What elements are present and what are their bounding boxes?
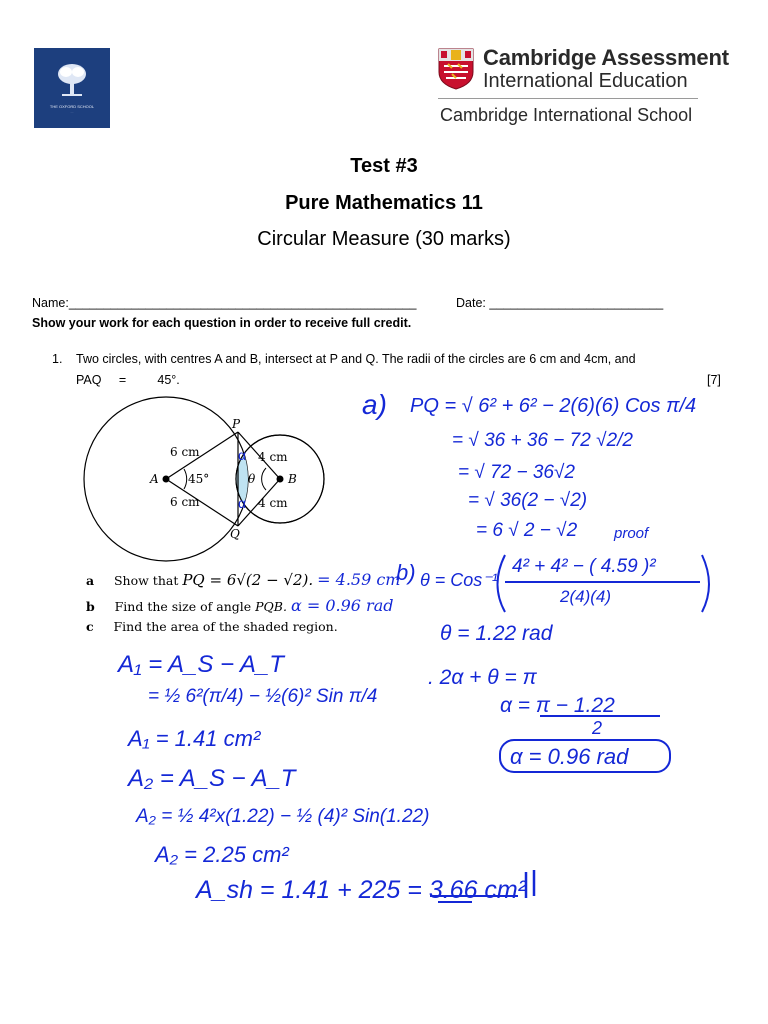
hw-part-b-answer: α = 0.96 rad [290, 596, 394, 615]
part-a-math: PQ = 6√(2 − √2). [182, 571, 314, 589]
hw-a-line1: PQ = √ 6² + 6² − 2(6)(6) Cos π/4 [410, 395, 697, 417]
school-logo-motto: ··· [70, 110, 74, 114]
date-label: Date: [456, 296, 486, 310]
name-field[interactable] [32, 296, 416, 310]
circles-diagram [80, 390, 340, 570]
hw-b-line4: α = π − 1.22 [500, 694, 615, 717]
label-q: Q [230, 527, 240, 541]
point-b [277, 476, 284, 483]
date-blank: _________________________ [489, 296, 664, 310]
hw-alpha-bottom: α [238, 495, 247, 511]
date-field[interactable] [456, 296, 663, 310]
part-b-label: b [86, 599, 95, 614]
hw-c-line6: A₂ = 2.25 cm² [155, 842, 289, 867]
hw-a-line5: = 6 √ 2 − √2 [476, 520, 578, 541]
angle-a-arc [184, 469, 187, 489]
hw-c-line4: A₂ = A_S − A_T [128, 765, 296, 792]
hw-b-label: b) [396, 560, 416, 585]
hw-b-numerator: 4² + 4² − ( 4.59 )² [512, 556, 656, 577]
school-logo [34, 48, 110, 128]
school-logo-text: THE OXFORD SCHOOL [49, 104, 95, 109]
angle-b-arc [262, 468, 266, 490]
hw-a-line3: = √ 72 − 36√2 [458, 462, 575, 483]
hw-a-proof: proof [614, 525, 649, 542]
hw-b-line2: θ = 1.22 rad [440, 622, 553, 645]
name-label: Name: [32, 296, 69, 310]
hw-b-line1: θ = Cos⁻¹ [420, 570, 498, 590]
hw-a-line2: = √ 36 + 36 − 72 √2/2 [452, 430, 633, 451]
instructions: Show your work for each question in order to receive full credit. [32, 316, 412, 330]
part-a [86, 570, 400, 589]
label-angle: 45° [188, 472, 210, 486]
cambridge-subtitle: International Education [483, 70, 688, 92]
part-b-text: Find the size of angle [114, 599, 256, 614]
cambridge-crest-icon [438, 48, 474, 90]
label-theta: θ [248, 472, 256, 486]
hw-a-line4: = √ 36(2 − √2) [468, 490, 588, 511]
part-c-label: c [86, 619, 94, 634]
course-title: Pure Mathematics 11 [285, 192, 483, 214]
label-r1-top: 6 cm [170, 445, 200, 459]
question-number: 1. [52, 352, 63, 366]
part-b-math: PQB. [255, 599, 287, 614]
hw-c-line2: = ½ 6²(π/4) − ½(6)² Sin π/4 [148, 686, 378, 707]
part-a-text: Show that [113, 573, 183, 588]
cambridge-title: Cambridge Assessment [483, 45, 729, 70]
question-text: Two circles, with centres A and B, intersect at P and Q. The radii of the circles are 6 cm and 4cm, and [76, 352, 636, 366]
label-a: A [150, 472, 159, 486]
hw-b-line4-denominator: 2 [592, 718, 603, 738]
label-b: B [288, 472, 297, 486]
part-c-text: Find the area of the shaded region. [113, 619, 338, 634]
hw-c-line5: A₂ = ½ 4²x(1.22) − ½ (4)² Sin(1.22) [136, 806, 430, 827]
label-r2-top: 4 cm [258, 450, 288, 464]
test-title: Test #3 [350, 155, 418, 177]
hw-alpha-top: α [238, 447, 247, 463]
part-c [86, 619, 338, 634]
part-a-label: a [86, 573, 95, 588]
label-r2-bottom: 4 cm [258, 496, 288, 510]
hw-b-line3: . 2α + θ = π [428, 666, 537, 689]
question-marks: [7] [707, 373, 721, 387]
part-b [86, 596, 393, 615]
point-a [163, 476, 170, 483]
hw-b-answer: α = 0.96 rad [510, 744, 629, 769]
hw-b-denominator: 2(4)(4) [560, 587, 612, 606]
hw-c-line7: A_sh = 1.41 + 225 = 3.66 cm² [196, 876, 527, 904]
tree-icon [56, 62, 88, 98]
name-blank: __________________________________________________ [68, 296, 417, 310]
hw-c-line1: A₁ = A_S − A_T [118, 651, 284, 678]
hw-part-a-answer: = 4.59 cm [317, 570, 401, 589]
hw-c-line3: A₁ = 1.41 cm² [128, 726, 261, 751]
label-p: P [232, 417, 241, 431]
hw-a-label: a) [362, 389, 387, 420]
cambridge-school-name: Cambridge International School [440, 105, 693, 125]
label-r1-bottom: 6 cm [170, 495, 200, 509]
header-divider [438, 98, 698, 99]
topic-title: Circular Measure (30 marks) [257, 228, 511, 250]
question-angle-text: PAQ = 45°. [76, 373, 180, 387]
